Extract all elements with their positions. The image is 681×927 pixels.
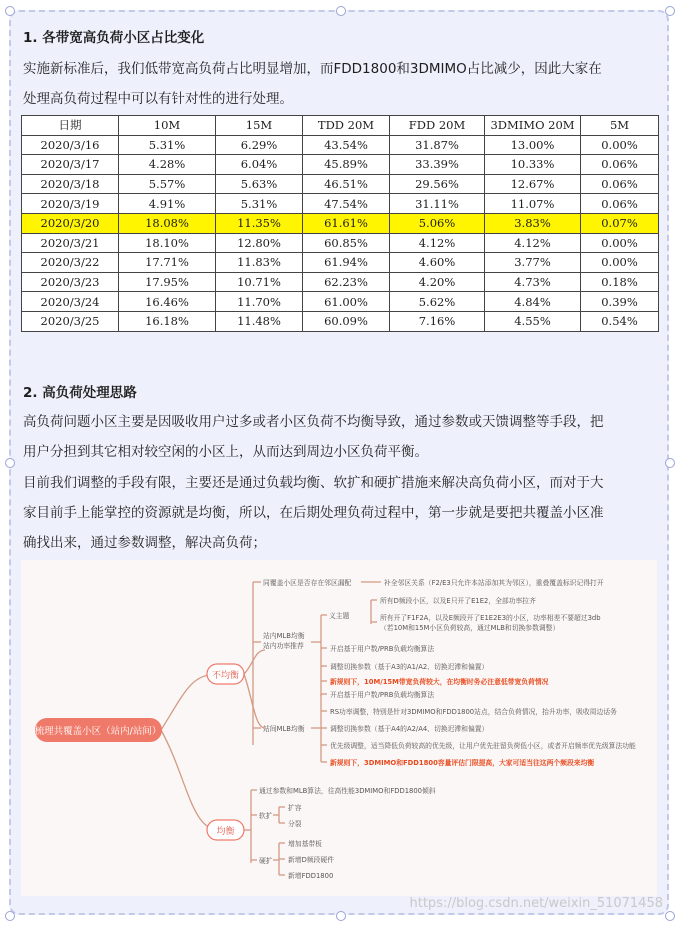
table-cell: 12.80% xyxy=(216,233,303,253)
table-cell: 5.63% xyxy=(216,174,303,194)
mm-master: 义主题 xyxy=(329,612,350,620)
table-cell: 4.84% xyxy=(485,292,581,312)
frame-handle xyxy=(336,911,346,921)
mm-h3: 新增FDD1800 xyxy=(288,872,334,880)
mm-intra-line2: 站内功率推荐 xyxy=(263,642,304,650)
table-cell: 61.00% xyxy=(303,292,390,312)
mm-e4: 优先级调整，适当降低负荷较高的优先级，让用户优先驻留负荷低小区，或者开启频率优先级算法功能 xyxy=(330,742,636,750)
section2-para2-line3: 确找出来，通过参数调整，解决高负荷； xyxy=(23,535,266,551)
table-header-cell: 15M xyxy=(216,116,303,136)
table-cell: 0.00% xyxy=(581,253,659,273)
section1-para-line2: 处理高负荷过程中可以有针对性的进行处理。 xyxy=(23,91,293,107)
table-cell: 2020/3/21 xyxy=(22,233,119,253)
unbalanced-node-label: 不均衡 xyxy=(211,671,240,681)
table-cell: 2020/3/19 xyxy=(22,194,119,214)
table-cell: 3.83% xyxy=(485,213,581,233)
table-cell: 10.71% xyxy=(216,272,303,292)
table-cell: 11.07% xyxy=(485,194,581,214)
table-header-cell: 5M xyxy=(581,116,659,136)
section2-para2-line1: 目前我们调整的手段有限，主要还是通过负载均衡、软扩和硬扩措施来解决高负荷小区，而对于大 xyxy=(23,475,604,491)
table-cell: 2020/3/16 xyxy=(22,135,119,155)
table-row xyxy=(22,135,659,155)
table-cell: 0.39% xyxy=(581,292,659,312)
mindmap-diagram xyxy=(21,560,657,896)
mm-s2: 分裂 xyxy=(288,820,302,828)
table-header-cell: 10M xyxy=(119,116,216,136)
table-cell: 62.23% xyxy=(303,272,390,292)
frame-handle xyxy=(665,6,675,16)
table-cell: 5.31% xyxy=(216,194,303,214)
table-row xyxy=(22,292,659,312)
table-cell: 47.54% xyxy=(303,194,390,214)
table-cell: 60.09% xyxy=(303,311,390,331)
mm-s1: 扩容 xyxy=(288,804,302,812)
table-cell: 4.60% xyxy=(390,253,485,273)
table-cell: 2020/3/17 xyxy=(22,155,119,175)
mm-m2-line2: （若10M和15M小区负荷较高，通过MLB和切换参数调整） xyxy=(380,624,560,632)
table-cell: 0.07% xyxy=(581,213,659,233)
table-row xyxy=(22,174,659,194)
table-row xyxy=(22,272,659,292)
section2-para1-line1: 高负荷问题小区主要是因吸收用户过多或者小区负荷不均衡导致，通过参数或天馈调整等手段，把 xyxy=(23,414,604,430)
table-cell: 0.18% xyxy=(581,272,659,292)
table-cell: 2020/3/25 xyxy=(22,311,119,331)
table-cell: 4.20% xyxy=(390,272,485,292)
table-cell: 33.39% xyxy=(390,155,485,175)
table-cell: 0.06% xyxy=(581,174,659,194)
section2-para2-line2: 家目前手上能掌控的资源就是均衡，所以，在后期处理负荷过程中，第一步就是要把共覆盖小区准 xyxy=(23,505,604,521)
table-cell: 18.08% xyxy=(119,213,216,233)
table-cell: 16.46% xyxy=(119,292,216,312)
table-cell: 31.11% xyxy=(390,194,485,214)
mindmap-svg xyxy=(21,560,657,896)
table-cell: 0.00% xyxy=(581,233,659,253)
table-cell: 4.12% xyxy=(485,233,581,253)
load-ratio-table xyxy=(21,115,659,332)
root-node-label: 梳理共覆盖小区（站内/站间） xyxy=(34,726,162,737)
table-cell: 5.62% xyxy=(390,292,485,312)
mm-u1: 同覆盖小区是否存在邻区漏配 xyxy=(263,579,352,587)
table-row xyxy=(22,311,659,331)
section2-para1-line2: 用户分担到其它相对较空闲的小区上，从而达到周边小区负荷平衡。 xyxy=(23,444,428,460)
frame-handle xyxy=(5,6,15,16)
mm-intra-line1: 站内MLB均衡 xyxy=(263,632,305,640)
frame-handle xyxy=(665,458,675,468)
table-cell: 60.85% xyxy=(303,233,390,253)
table-cell: 3.77% xyxy=(485,253,581,273)
table-cell: 11.35% xyxy=(216,213,303,233)
content-card xyxy=(9,10,669,915)
table-cell: 2020/3/22 xyxy=(22,253,119,273)
balanced-node-label: 均衡 xyxy=(216,827,235,837)
table-cell: 5.31% xyxy=(119,135,216,155)
table-cell: 5.06% xyxy=(390,213,485,233)
table-cell: 4.12% xyxy=(390,233,485,253)
table-cell: 31.87% xyxy=(390,135,485,155)
table-cell: 13.00% xyxy=(485,135,581,155)
table-cell: 17.95% xyxy=(119,272,216,292)
table-cell: 45.89% xyxy=(303,155,390,175)
section1-heading: 1. 各带宽高负荷小区占比变化 xyxy=(23,30,205,46)
mm-i2: 调整切换参数（基于A3的A1/A2、切换迟滞和偏置） xyxy=(330,663,489,671)
mm-m1: 所有D频段小区，以及E只开了E1E2，全部功率拉齐 xyxy=(380,597,536,605)
table-header-row xyxy=(22,116,659,136)
table-cell: 10.33% xyxy=(485,155,581,175)
mm-m2-line1: 所有开了F1F2A，以及E频段开了E1E2E3的小区，功率相差不要超过3db xyxy=(380,614,601,622)
table-cell: 11.83% xyxy=(216,253,303,273)
table-cell: 43.54% xyxy=(303,135,390,155)
table-cell: 2020/3/20 xyxy=(22,213,119,233)
table-header-cell: FDD 20M xyxy=(390,116,485,136)
table-cell: 4.91% xyxy=(119,194,216,214)
section2-heading: 2. 高负荷处理思路 xyxy=(23,385,137,401)
frame-handle xyxy=(336,6,346,16)
table-row xyxy=(22,213,659,233)
mm-inter: 站间MLB均衡 xyxy=(263,725,305,733)
table-cell: 2020/3/24 xyxy=(22,292,119,312)
table-cell: 0.06% xyxy=(581,194,659,214)
mm-h2: 新增D频段硬件 xyxy=(288,856,335,864)
table-cell: 29.56% xyxy=(390,174,485,194)
table-row xyxy=(22,194,659,214)
table-cell: 12.67% xyxy=(485,174,581,194)
watermark: https://blog.csdn.net/weixin_51071458 xyxy=(409,896,663,911)
table-cell: 11.48% xyxy=(216,311,303,331)
table-cell: 61.94% xyxy=(303,253,390,273)
table-cell: 4.55% xyxy=(485,311,581,331)
table-cell: 0.54% xyxy=(581,311,659,331)
frame-handle xyxy=(665,911,675,921)
mm-e2: RS功率调整，特别是针对3DMIMO和FDD1800站点，结合负荷情况，抬升功率，吸收周边话务 xyxy=(330,708,617,716)
table-cell: 4.28% xyxy=(119,155,216,175)
table-cell: 4.73% xyxy=(485,272,581,292)
table-cell: 16.18% xyxy=(119,311,216,331)
table-cell: 2020/3/23 xyxy=(22,272,119,292)
table-cell: 6.04% xyxy=(216,155,303,175)
table-row xyxy=(22,233,659,253)
table-row xyxy=(22,253,659,273)
section1-para-line1: 实施新标准后，我们低带宽高负荷占比明显增加，而FDD1800和3DMIMO占比减少，因此大家在 xyxy=(23,61,602,77)
mm-soft: 软扩 xyxy=(259,812,273,820)
mm-e1: 开启基于用户数/PRB负载均衡算法 xyxy=(330,691,435,699)
mm-i3: 新规则下，10M/15M带宽负荷较大，在均衡时务必注意低带宽负荷情况 xyxy=(330,678,549,686)
frame-handle xyxy=(5,911,15,921)
table-cell: 18.10% xyxy=(119,233,216,253)
mm-i1: 开启基于用户数/PRB负载均衡算法 xyxy=(330,645,435,653)
table-header-cell: 日期 xyxy=(22,116,119,136)
table-cell: 7.16% xyxy=(390,311,485,331)
mm-b1: 通过参数和MLB算法，往高性能3DMIMO和FDD1800倾斜 xyxy=(259,787,436,795)
table-cell: 46.51% xyxy=(303,174,390,194)
table-header-cell: 3DMIMO 20M xyxy=(485,116,581,136)
table-row xyxy=(22,155,659,175)
table-cell: 0.00% xyxy=(581,135,659,155)
table-cell: 61.61% xyxy=(303,213,390,233)
table-cell: 6.29% xyxy=(216,135,303,155)
mm-h1: 增加基带板 xyxy=(288,840,322,848)
table-cell: 11.70% xyxy=(216,292,303,312)
mm-e3: 调整切换参数（基于A4的A2/A4、切换迟滞和偏置） xyxy=(330,725,489,733)
table-header-cell: TDD 20M xyxy=(303,116,390,136)
table-cell: 5.57% xyxy=(119,174,216,194)
frame-handle xyxy=(5,458,15,468)
mm-hard: 硬扩 xyxy=(259,857,273,865)
mm-u1a: 补全邻区关系（F2/E3只允许本站添加其为邻区），重叠覆盖标识记得打开 xyxy=(384,579,604,587)
mm-e5: 新规则下，3DMIMO和FDD1800容量评估门限提高，大家可适当往这两个频段来均衡 xyxy=(330,759,595,767)
table-cell: 2020/3/18 xyxy=(22,174,119,194)
table-cell: 17.71% xyxy=(119,253,216,273)
table-cell: 0.06% xyxy=(581,155,659,175)
